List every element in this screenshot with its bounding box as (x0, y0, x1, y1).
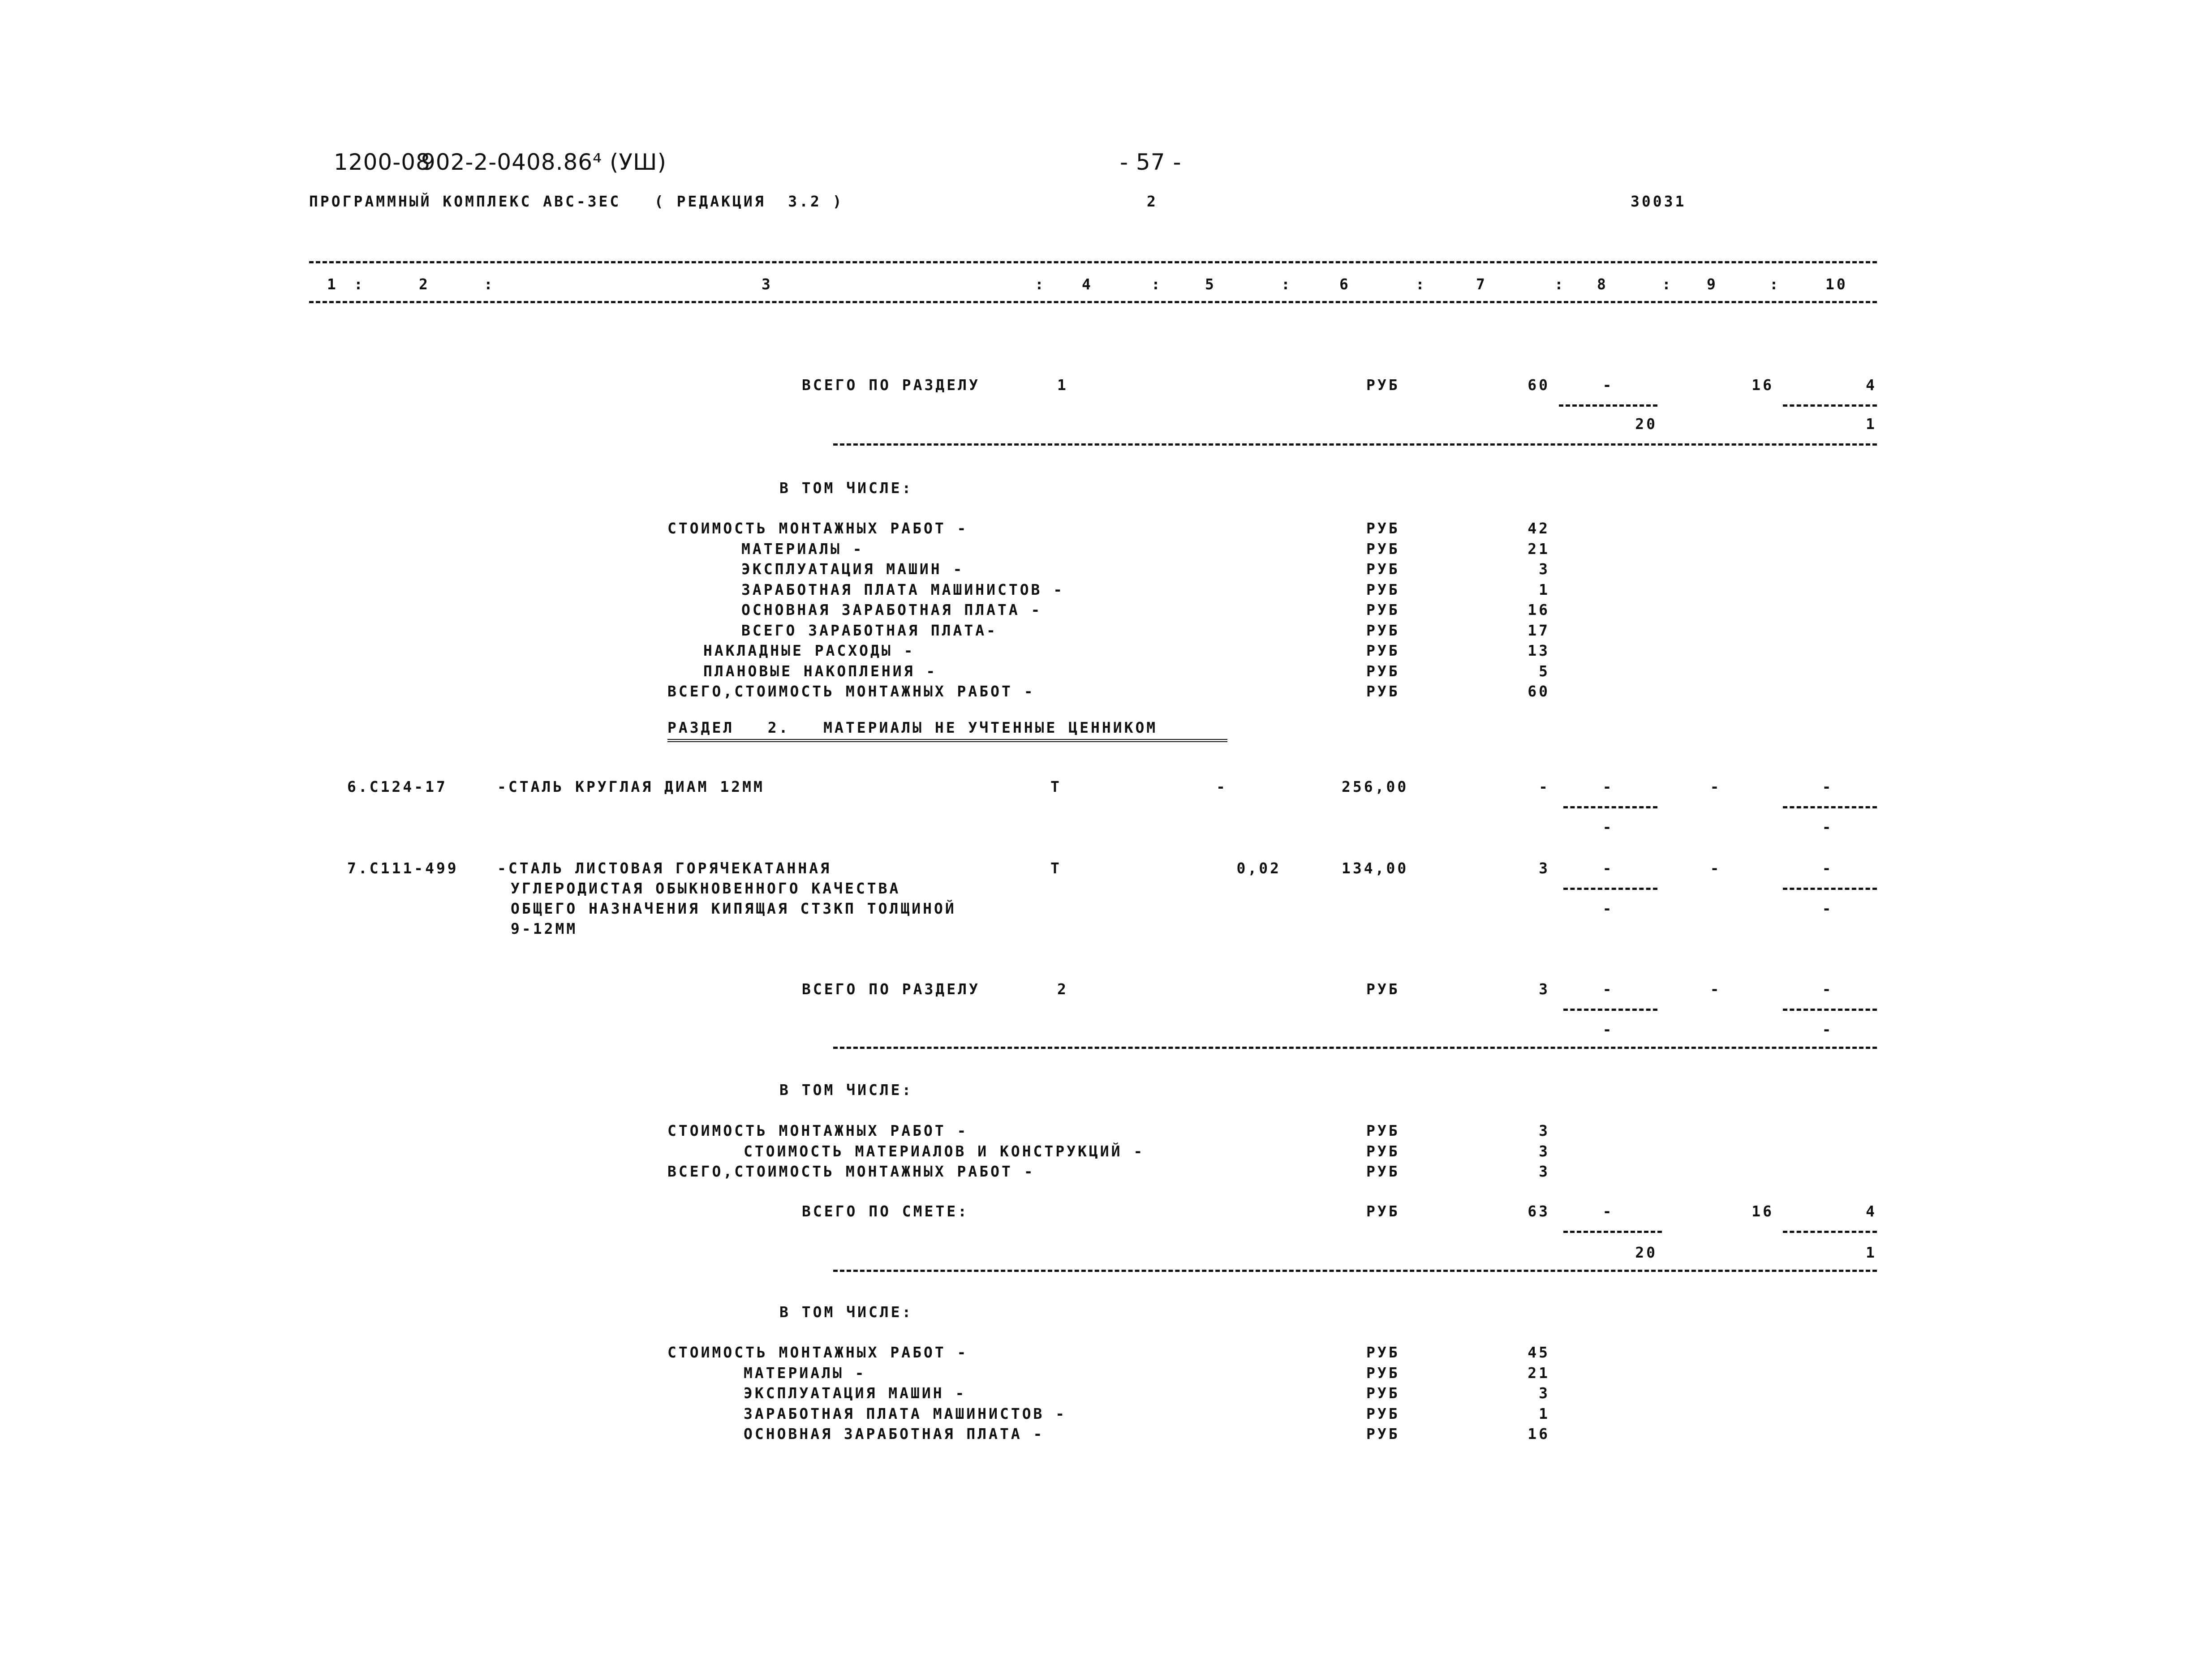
breakdown-unit: РУБ (1366, 580, 1400, 598)
breakdown-value: 3 (1539, 560, 1550, 578)
project-code: 902-2-0408.86⁴ (УШ) (421, 149, 667, 175)
column-number: 3 (762, 275, 773, 293)
breakdown-label: МАТЕРИАЛЫ - (744, 1364, 866, 1382)
breakdown-label: ОСНОВНАЯ ЗАРАБОТНАЯ ПЛАТА - (744, 1425, 1045, 1443)
column-separator: : (1151, 275, 1162, 293)
column-number: 9 (1707, 275, 1718, 293)
breakdown-value: 45 (1528, 1344, 1550, 1361)
col8-top: - (1602, 376, 1614, 394)
section-rule (833, 1270, 1877, 1272)
breakdown-value: 3 (1539, 1384, 1550, 1402)
breakdown-label: ОСНОВНАЯ ЗАРАБОТНАЯ ПЛАТА - (741, 601, 1042, 618)
column-separator: : (484, 275, 495, 293)
section-number: 2 (1057, 980, 1068, 998)
item-number: 7.С111-499 (347, 859, 459, 877)
column-number: 10 (1825, 275, 1848, 293)
breakdown-unit: РУБ (1366, 662, 1400, 680)
section-total-label: ВСЕГО ПО РАЗДЕЛУ (802, 980, 980, 998)
col10-top: 4 (1866, 376, 1877, 394)
including-label: В ТОМ ЧИСЛЕ: (779, 479, 913, 497)
breakdown-label: СТОИМОСТЬ МАТЕРИАЛОВ И КОНСТРУКЦИЙ - (744, 1142, 1145, 1160)
code-number: 30031 (1631, 193, 1687, 210)
item-unit: Т (1050, 859, 1062, 877)
breakdown-value: 5 (1539, 662, 1550, 680)
col8-top: - (1602, 778, 1614, 795)
section-rule (833, 443, 1877, 446)
col8-bottom: 20 (1635, 1244, 1657, 1261)
breakdown-value: 42 (1528, 520, 1550, 537)
breakdown-unit: РУБ (1366, 1142, 1400, 1160)
breakdown-unit: РУБ (1366, 1344, 1400, 1361)
column-separator: : (1769, 275, 1781, 293)
page-number: - 57 - (1120, 149, 1182, 175)
col10-top: 4 (1866, 1202, 1877, 1220)
breakdown-unit: РУБ (1366, 621, 1400, 639)
breakdown-label: ЗАРАБОТНАЯ ПЛАТА МАШИНИСТОВ - (744, 1404, 1067, 1422)
breakdown-label: ВСЕГО,СТОИМОСТЬ МОНТАЖНЫХ РАБОТ - (667, 1163, 1035, 1180)
breakdown-value: 1 (1539, 1404, 1550, 1422)
breakdown-label: ЗАРАБОТНАЯ ПЛАТА МАШИНИСТОВ - (741, 580, 1065, 598)
breakdown-label: СТОИМОСТЬ МОНТАЖНЫХ РАБОТ - (667, 1344, 968, 1361)
col10-top: - (1822, 859, 1833, 877)
col10-bottom: 1 (1866, 1244, 1877, 1261)
col8-top: - (1602, 859, 1614, 877)
breakdown-unit: РУБ (1366, 540, 1400, 558)
breakdown-label: ВСЕГО ЗАРАБОТНАЯ ПЛАТА- (741, 621, 998, 639)
breakdown-value: 17 (1528, 621, 1550, 639)
header-rule-bottom (309, 301, 1877, 303)
column-separator: : (1281, 275, 1292, 293)
breakdown-unit: РУБ (1366, 642, 1400, 659)
column-separator: : (1035, 275, 1046, 293)
col10-bottom: 1 (1866, 415, 1877, 433)
col7-value: 3 (1539, 980, 1550, 998)
col10-bottom: - (1822, 818, 1833, 836)
unit: РУБ (1366, 980, 1400, 998)
breakdown-value: 16 (1528, 601, 1550, 618)
estimate-total-label: ВСЕГО ПО СМЕТЕ: (802, 1202, 969, 1220)
breakdown-label: ЭКСПЛУАТАЦИЯ МАШИН - (744, 1384, 967, 1402)
breakdown-unit: РУБ (1366, 560, 1400, 578)
col10-top: - (1822, 980, 1833, 998)
unit: РУБ (1366, 376, 1400, 394)
col8-split (1563, 1231, 1662, 1233)
item-number: 6.С124-17 (347, 778, 448, 795)
document-code: 1200-08 (334, 149, 430, 175)
breakdown-label: СТОИМОСТЬ МОНТАЖНЫХ РАБОТ - (667, 1122, 968, 1139)
col8-bottom: - (1602, 1021, 1614, 1038)
item-unit: Т (1050, 778, 1062, 795)
breakdown-label: НАКЛАДНЫЕ РАСХОДЫ - (703, 642, 915, 659)
col10-top: - (1822, 778, 1833, 795)
col7-value: 3 (1539, 859, 1550, 877)
breakdown-value: 13 (1528, 642, 1550, 659)
col9-value: 16 (1752, 376, 1774, 394)
column-separator: : (1416, 275, 1427, 293)
col8-bottom: - (1602, 818, 1614, 836)
col8-top: - (1602, 980, 1614, 998)
item-description: -СТАЛЬ ЛИСТОВАЯ ГОРЯЧЕКАТАННАЯ (497, 859, 832, 877)
item-price: 256,00 (1342, 778, 1409, 795)
breakdown-label: СТОИМОСТЬ МОНТАЖНЫХ РАБОТ - (667, 520, 968, 537)
breakdown-unit: РУБ (1366, 1404, 1400, 1422)
col8-split (1563, 1009, 1657, 1011)
col9-value: - (1710, 778, 1721, 795)
col7-value: - (1539, 778, 1550, 795)
col7-value: 63 (1528, 1202, 1550, 1220)
column-number: 7 (1476, 275, 1487, 293)
item-description: -СТАЛЬ КРУГЛАЯ ДИАМ 12ММ (497, 778, 765, 795)
breakdown-value: 1 (1539, 580, 1550, 598)
column-number: 4 (1082, 275, 1093, 293)
breakdown-value: 60 (1528, 683, 1550, 700)
breakdown-value: 21 (1528, 1364, 1550, 1382)
breakdown-label: ПЛАНОВЫЕ НАКОПЛЕНИЯ - (703, 662, 938, 680)
item-description: 9-12ММ (511, 920, 578, 937)
breakdown-value: 3 (1539, 1163, 1550, 1180)
col8-top: - (1602, 1202, 1614, 1220)
breakdown-unit: РУБ (1366, 1122, 1400, 1139)
col8-split (1563, 888, 1657, 890)
breakdown-unit: РУБ (1366, 1364, 1400, 1382)
col8-split (1559, 404, 1657, 407)
col10-bottom: - (1822, 900, 1833, 917)
breakdown-unit: РУБ (1366, 683, 1400, 700)
section2-title: РАЗДЕЛ 2. МАТЕРИАЛЫ НЕ УЧТЕННЫЕ ЦЕННИКОМ (667, 719, 1158, 736)
col10-split (1783, 806, 1877, 808)
breakdown-unit: РУБ (1366, 1425, 1400, 1443)
column-number: 8 (1597, 275, 1608, 293)
column-number: 2 (419, 275, 430, 293)
col10-split (1783, 1009, 1877, 1011)
column-separator: : (354, 275, 365, 293)
section2-title-underline (667, 739, 1227, 742)
column-separator: : (1662, 275, 1673, 293)
including-label: В ТОМ ЧИСЛЕ: (779, 1081, 913, 1099)
column-separator: : (1554, 275, 1566, 293)
col8-bottom: - (1602, 900, 1614, 917)
col10-split (1783, 888, 1877, 890)
breakdown-label: МАТЕРИАЛЫ - (741, 540, 864, 558)
breakdown-value: 3 (1539, 1122, 1550, 1139)
item-quantity: 0,02 (1236, 859, 1281, 877)
breakdown-unit: РУБ (1366, 520, 1400, 537)
breakdown-value: 16 (1528, 1425, 1550, 1443)
col8-split (1563, 806, 1657, 808)
section-rule (833, 1047, 1877, 1049)
item-quantity: - (1216, 778, 1227, 795)
col10-split (1783, 1231, 1877, 1233)
column-number: 1 (327, 275, 338, 293)
breakdown-value: 21 (1528, 540, 1550, 558)
breakdown-label: ВСЕГО,СТОИМОСТЬ МОНТАЖНЫХ РАБОТ - (667, 683, 1035, 700)
col9-value: - (1710, 859, 1721, 877)
col10-split (1783, 404, 1877, 407)
column-number: 5 (1205, 275, 1216, 293)
col10-bottom: - (1822, 1021, 1833, 1038)
section-number: 1 (1057, 376, 1068, 394)
item-description: ОБЩЕГО НАЗНАЧЕНИЯ КИПЯЩАЯ СТ3КП ТОЛЩИНОЙ (511, 900, 956, 917)
breakdown-value: 3 (1539, 1142, 1550, 1160)
header-rule-top (309, 261, 1877, 263)
including-label: В ТОМ ЧИСЛЕ: (779, 1303, 913, 1321)
breakdown-unit: РУБ (1366, 1163, 1400, 1180)
col9-value: 16 (1752, 1202, 1774, 1220)
column-number: 6 (1339, 275, 1351, 293)
col8-bottom: 20 (1635, 415, 1657, 433)
breakdown-unit: РУБ (1366, 1384, 1400, 1402)
item-description: УГЛЕРОДИСТАЯ ОБЫКНОВЕННОГО КАЧЕСТВА (511, 880, 901, 897)
breakdown-unit: РУБ (1366, 601, 1400, 618)
col9-value: - (1710, 980, 1721, 998)
program-line: ПРОГРАММНЫЙ КОМПЛЕКС АВС-3ЕС ( РЕДАКЦИЯ 3.2 ) (309, 193, 844, 210)
col7-value: 60 (1528, 376, 1550, 394)
unit: РУБ (1366, 1202, 1400, 1220)
breakdown-label: ЭКСПЛУАТАЦИЯ МАШИН - (741, 560, 964, 578)
sheet-number: 2 (1147, 193, 1158, 210)
section-total-label: ВСЕГО ПО РАЗДЕЛУ (802, 376, 980, 394)
item-price: 134,00 (1342, 859, 1409, 877)
